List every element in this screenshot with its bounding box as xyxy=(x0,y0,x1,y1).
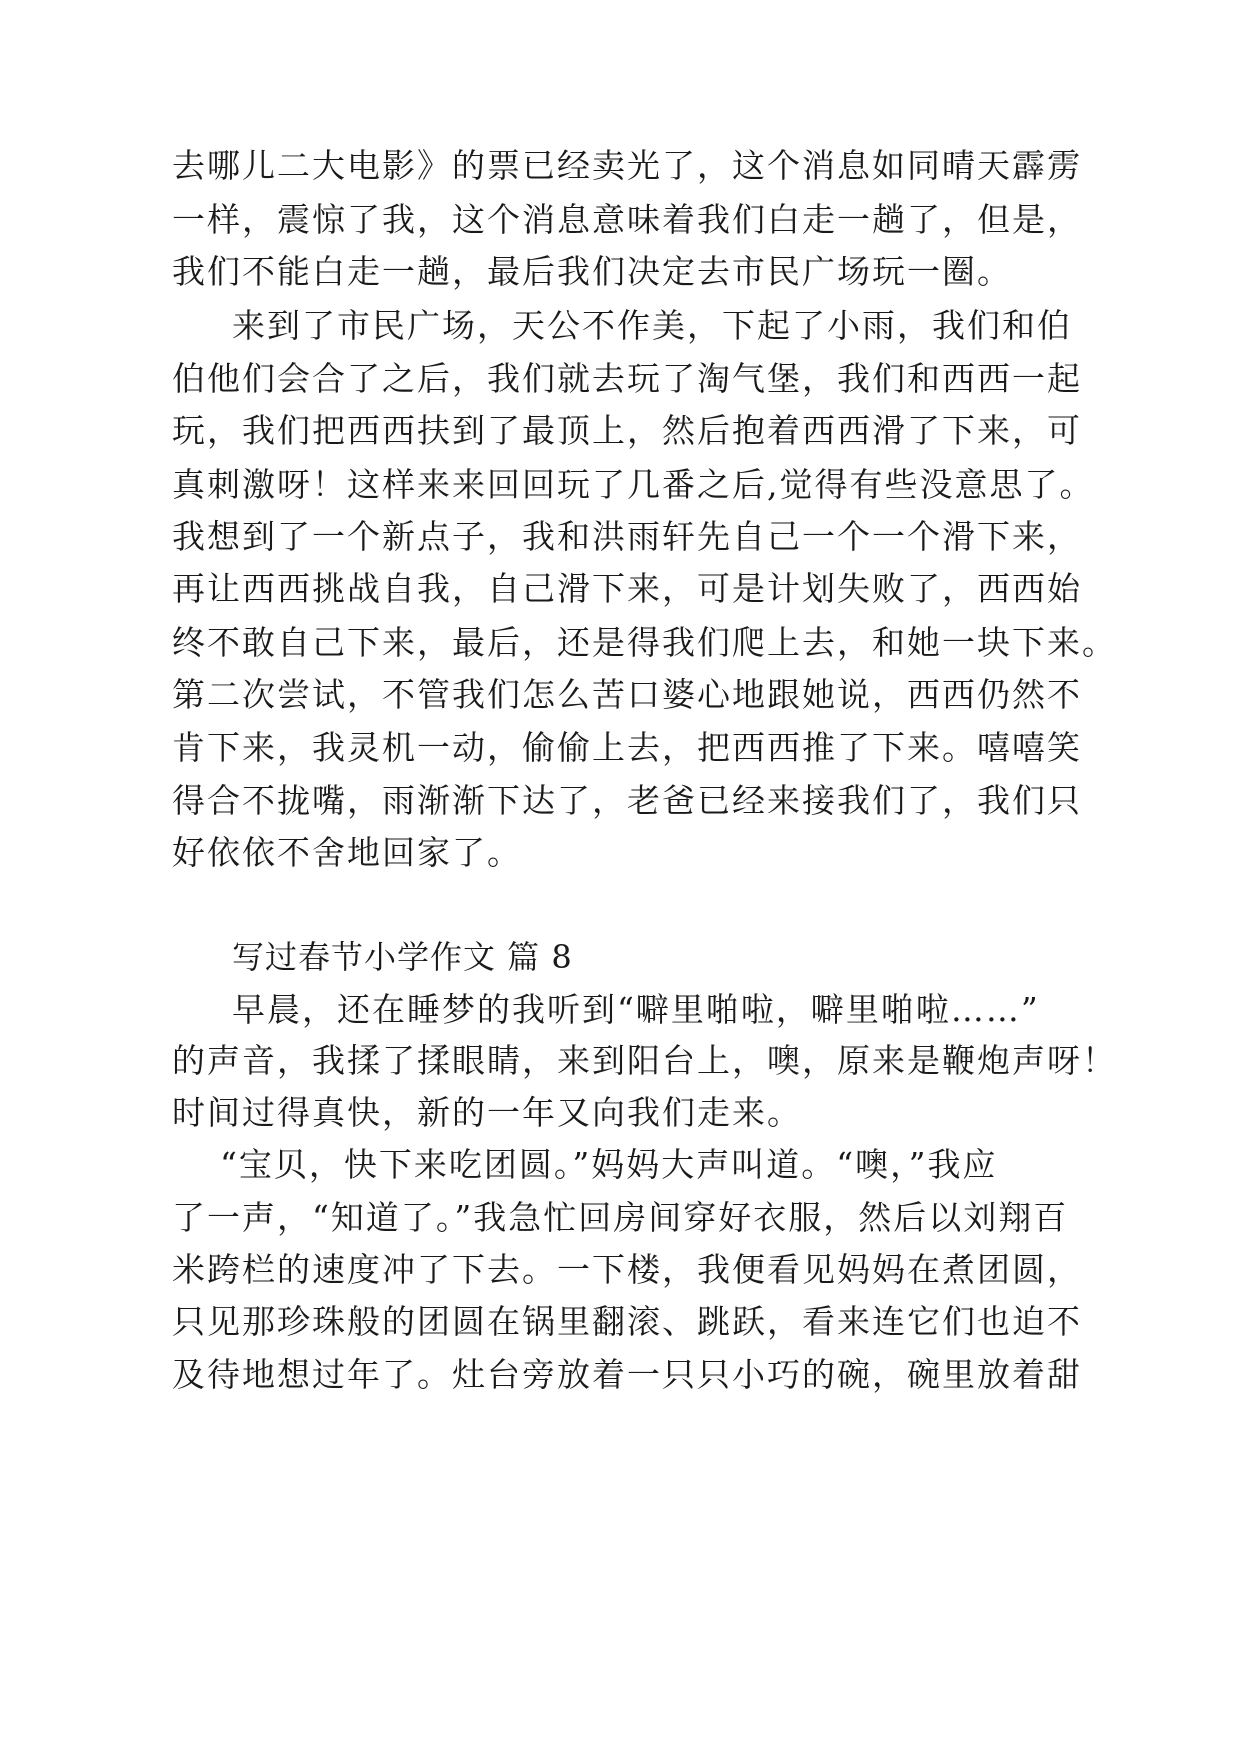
text-line: 一样，震惊了我，这个消息意味着我们白走一趟了，但是， xyxy=(172,200,1082,239)
text-line: 真刺激呀！这样来来回回玩了几番之后,觉得有些没意思了。 xyxy=(172,465,1095,504)
paragraph-start-line: “宝贝，快下来吃团圆。”妈妈大声叫道。“噢，”我应 xyxy=(220,1145,998,1184)
text-line: 我们不能白走一趟，最后我们决定去市民广场玩一圈。 xyxy=(172,252,1012,291)
text-line: 及待地想过年了。灶台旁放着一只只小巧的碗，碗里放着甜 xyxy=(172,1355,1082,1394)
text-line: 得合不拢嘴，雨渐渐下达了，老爸已经来接我们了，我们只 xyxy=(172,781,1082,820)
paragraph-start-line: 来到了市民广场，天公不作美，下起了小雨，我们和伯 xyxy=(232,306,1072,345)
text-line: 去哪儿二大电影》的票已经卖光了，这个消息如同晴天霹雳 xyxy=(172,146,1082,185)
text-line: 第二次尝试，不管我们怎么苦口婆心地跟她说，西西仍然不 xyxy=(172,675,1082,714)
text-line: 时间过得真快，新的一年又向我们走来。 xyxy=(172,1093,802,1132)
text-line: 伯他们会合了之后，我们就去玩了淘气堡，我们和西西一起 xyxy=(172,359,1082,398)
text-line: 肯下来，我灵机一动，偷偷上去，把西西推了下来。嘻嘻笑 xyxy=(172,728,1082,767)
text-line: 再让西西挑战自我，自己滑下来，可是计划失败了，西西始 xyxy=(172,569,1082,608)
text-line: 米跨栏的速度冲了下去。一下楼，我便看见妈妈在煮团圆， xyxy=(172,1250,1082,1289)
text-line: 的声音，我揉了揉眼睛，来到阳台上，噢，原来是鞭炮声呀！ xyxy=(172,1041,1117,1080)
text-line: 终不敢自己下来，最后，还是得我们爬上去，和她一块下来。 xyxy=(172,623,1117,662)
text-line: 了一声，“知道了。”我急忙回房间穿好衣服，然后以刘翔百 xyxy=(172,1198,1069,1237)
paragraph-start-line: 早晨，还在睡梦的我听到“噼里啪啦，噼里啪啦……” xyxy=(232,990,1040,1029)
text-line: 玩，我们把西西扶到了最顶上，然后抱着西西滑了下来，可 xyxy=(172,411,1082,450)
text-line: 我想到了一个新点子，我和洪雨轩先自己一个一个滑下来， xyxy=(172,517,1082,556)
essay-heading: 写过春节小学作文 篇 8 xyxy=(232,938,573,976)
text-line: 好依依不舍地回家了。 xyxy=(172,833,522,872)
text-line: 只见那珍珠般的团圆在锅里翻滚、跳跃，看来连它们也迫不 xyxy=(172,1302,1082,1341)
